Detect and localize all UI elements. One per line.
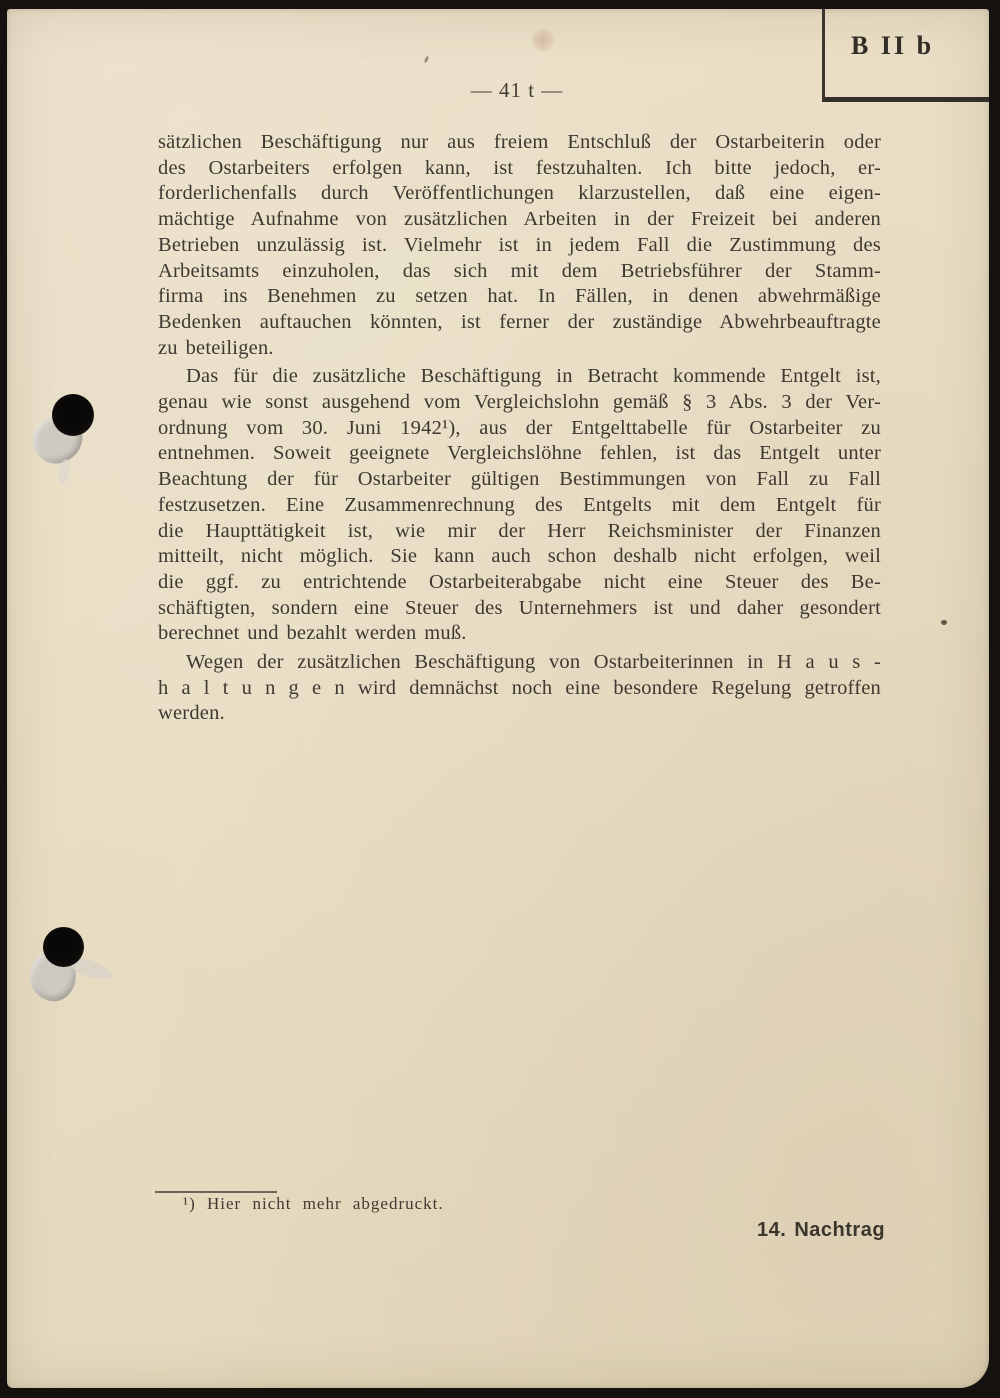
body-line: entnehmen. Soweit geeignete Vergleichslöhne fehlen, ist das Entgelt unter (158, 442, 881, 465)
body-line: genau wie sonst ausgehend vom Vergleichslohn gemäß § 3 Abs. 3 der Ver- (158, 391, 881, 414)
punch-hole (52, 394, 94, 436)
body-line: festzusetzen. Eine Zusammenrechnung des Entgelts mit dem Entgelt für (158, 493, 881, 516)
body-line: werden. (158, 702, 225, 725)
body-line: Arbeitsamts einzuholen, das sich mit dem Betriebsführer der Stamm- (158, 259, 881, 282)
classification-label: B II b (851, 31, 935, 60)
body-line: Bedenken auftauchen könnten, ist ferner der zuständige Abwehrbeauftragte (158, 310, 881, 333)
body-line: sätzlichen Beschäftigung nur aus freiem Entschluß der Ostarbeiterin oder (158, 131, 881, 153)
page (7, 9, 989, 1388)
nachtrag-label: 14. Nachtrag (757, 1219, 886, 1241)
footnote: ¹) Hier nicht mehr abgedruckt. (183, 1194, 444, 1213)
paper-smudge (532, 27, 554, 53)
paragraph-3 (158, 650, 881, 727)
body-line: schäftigten, sondern eine Steuer des Unternehmers ist und daher gesondert (158, 596, 881, 619)
page-number: — 41 t — (470, 78, 564, 102)
body-line: mitteilt, nicht möglich. Sie kann auch schon deshalb nicht erfolgen, weil (158, 545, 881, 568)
body-line: firma ins Benehmen zu setzen hat. In Fällen, in denen abwehrmäßige (158, 285, 881, 308)
paper-speck (424, 56, 430, 64)
document-body (158, 130, 881, 727)
body-line: mächtige Aufnahme von zusätzlichen Arbeiten in der Freizeit bei anderen (158, 208, 881, 231)
paper-speck (941, 620, 947, 625)
body-line: die Haupttätigkeit ist, wie mir der Herr Reichsminister der Finanzen (158, 519, 881, 542)
body-line: berechnet und bezahlt werden muß. (158, 622, 467, 645)
body-line: h a l t u n g e n wird demnächst noch eine besondere Regelung getroffen (158, 676, 881, 699)
footnote-rule (155, 1191, 277, 1193)
body-line: Wegen der zusätzlichen Beschäftigung von Ostarbeiterinnen in H a u s - (186, 651, 881, 674)
body-line: forderlichenfalls durch Veröffentlichungen klarzustellen, daß eine eigen- (158, 182, 881, 205)
body-line: zu beteiligen. (158, 336, 274, 359)
body-line: ordnung vom 30. Juni 1942¹), aus der Entgelttabelle für Ostarbeiter zu (158, 416, 881, 439)
paragraph-1 (158, 130, 881, 361)
punch-hole (43, 927, 84, 967)
body-line: Betrieben unzulässig ist. Vielmehr ist in jedem Fall die Zustimmung des (158, 233, 881, 256)
body-line: Das für die zusätzliche Beschäftigung in Betracht kommende Entgelt ist, (186, 365, 881, 388)
body-line: die ggf. zu entrichtende Ostarbeiterabgabe nicht eine Steuer des Be- (158, 570, 881, 593)
paragraph-2 (158, 364, 881, 647)
body-line: des Ostarbeiters erfolgen kann, ist festzuhalten. Ich bitte jedoch, er- (158, 156, 881, 179)
body-line: Beachtung der für Ostarbeiter gültigen Bestimmungen von Fall zu Fall (158, 468, 881, 491)
